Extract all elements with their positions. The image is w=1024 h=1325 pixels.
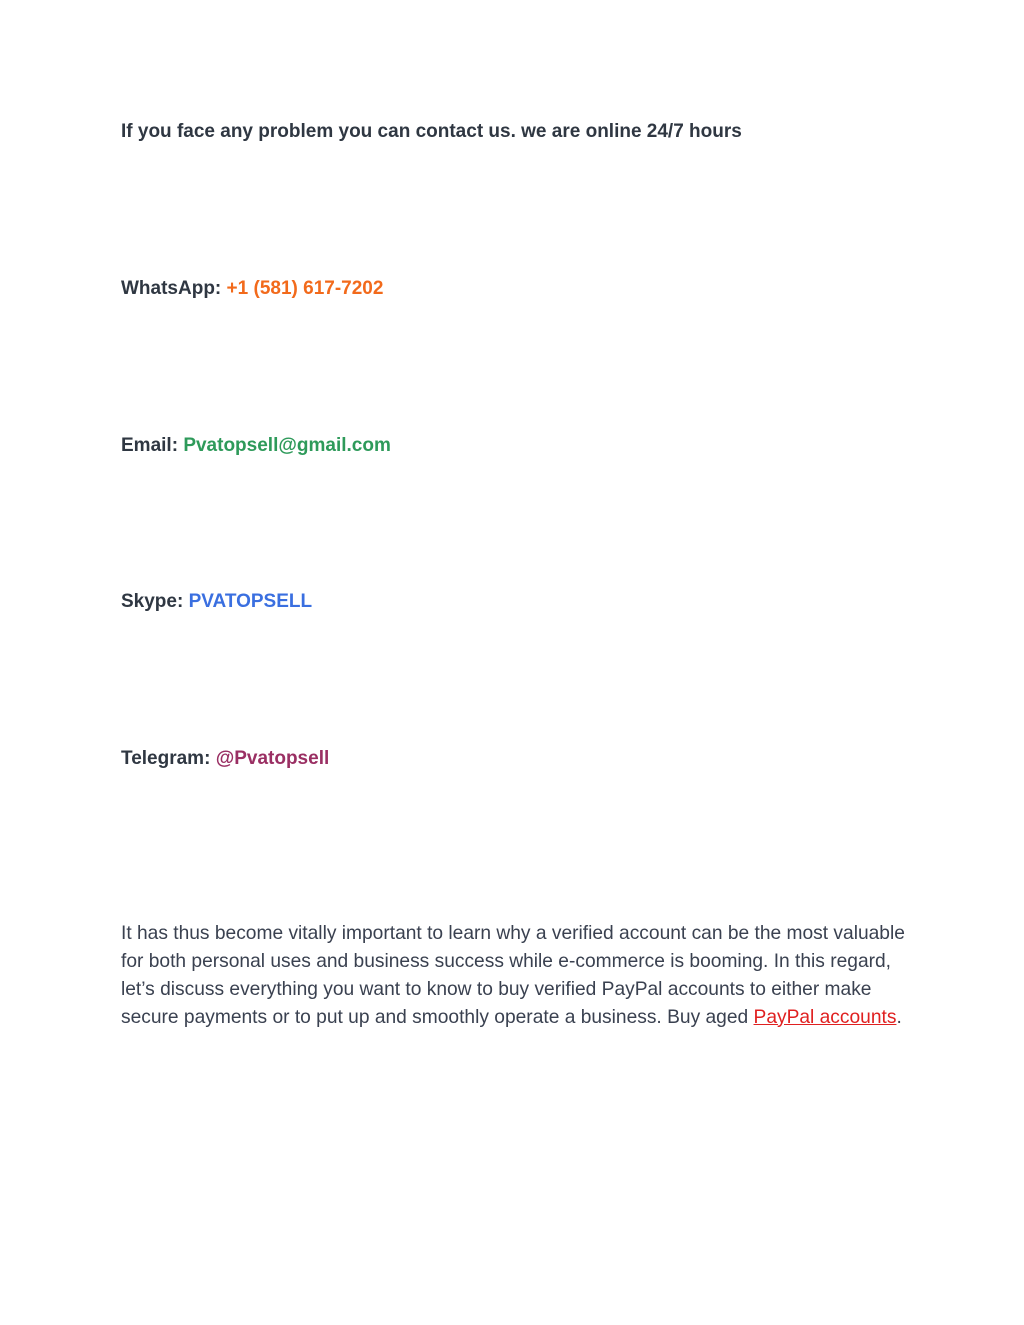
telegram-contact bbox=[121, 747, 329, 771]
contact-intro-heading bbox=[121, 120, 742, 144]
telegram-label: Telegram: bbox=[121, 748, 211, 769]
body-paragraph-end: . bbox=[896, 1006, 902, 1028]
paypal-accounts-link[interactable]: PayPal accounts bbox=[753, 1006, 897, 1028]
skype-handle: PVATOPSELL bbox=[188, 591, 313, 612]
body-paragraph-text: It has thus become vitally important to learn why a verified account can be the most valuable for both personal uses and business success while e-commerce is booming. In this regard, let’s discuss everything you want to know to buy verified PayPal accounts to either make secure payments or to put up and smoothly operate a business. Buy aged bbox=[121, 923, 905, 1028]
whatsapp-number: +1 (581) 617-7202 bbox=[226, 278, 384, 299]
email-address: Pvatopsell@gmail.com bbox=[183, 435, 391, 456]
telegram-handle: @Pvatopsell bbox=[215, 748, 330, 769]
whatsapp-label: WhatsApp: bbox=[121, 278, 222, 299]
contact-intro-text: If you face any problem you can contact us. we are online 24/7 hours bbox=[121, 121, 742, 142]
skype-label: Skype: bbox=[121, 591, 184, 612]
whatsapp-contact bbox=[121, 277, 383, 301]
email-label: Email: bbox=[121, 435, 179, 456]
body-paragraph bbox=[121, 920, 906, 1031]
skype-contact bbox=[121, 590, 312, 614]
email-contact bbox=[121, 434, 391, 458]
